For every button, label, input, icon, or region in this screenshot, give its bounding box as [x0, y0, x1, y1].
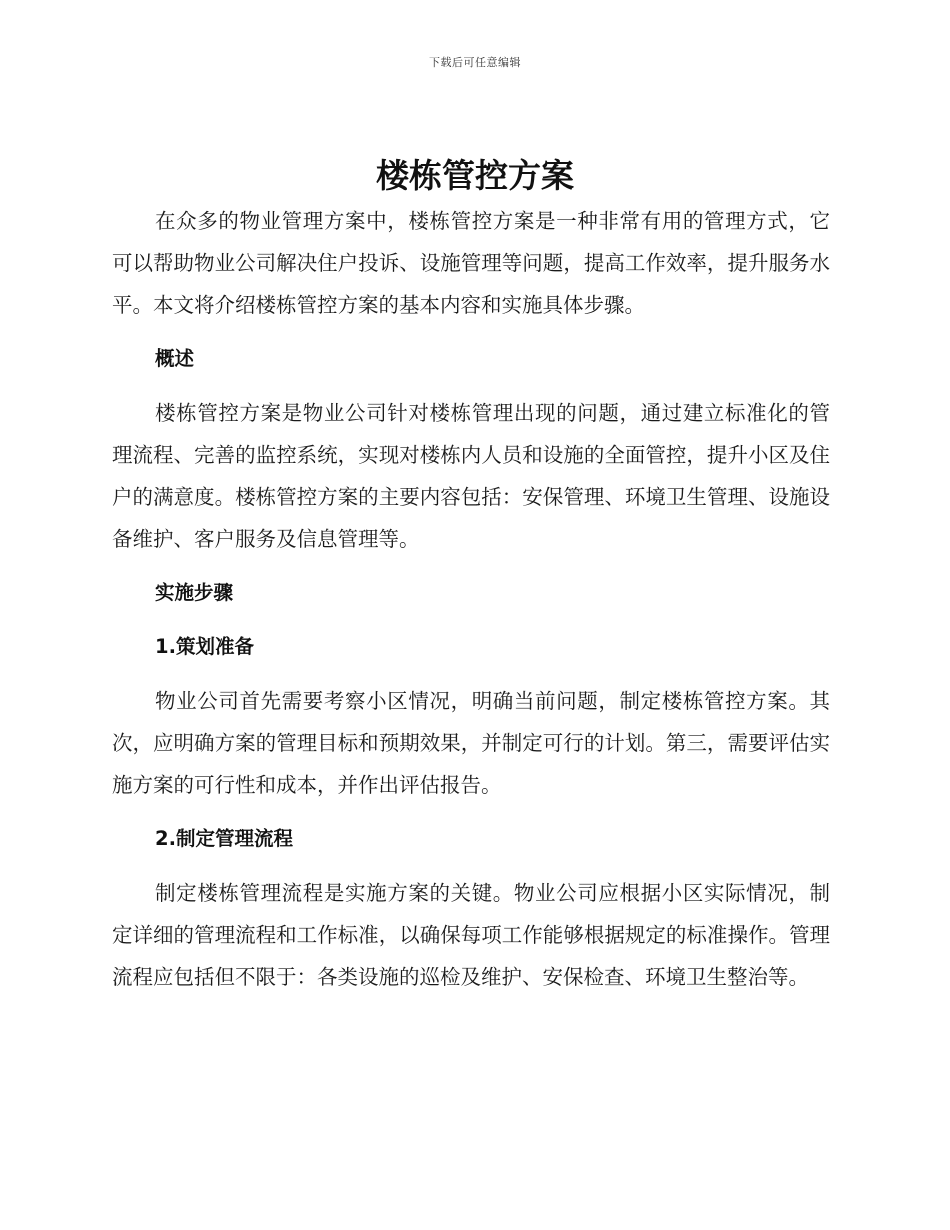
step-paragraph-process: 制定楼栋管理流程是实施方案的关键。物业公司应根据小区实际情况，制定详细的管理流程和工作标准，以确保每项工作能够根据规定的标准操作。管理流程应包括但不限于：各类设施的巡检及维护、安保检查、环境卫生整治等。	[112, 881, 830, 989]
document-body	[112, 200, 830, 998]
section-heading-steps: 实施步骤	[155, 581, 234, 604]
intro-paragraph: 在众多的物业管理方案中，楼栋管控方案是一种非常有用的管理方式，它可以帮助物业公司解决住户投诉、设施管理等问题，提高工作效率，提升服务水平。本文将介绍楼栋管控方案的基本内容和实施具体步骤。	[112, 209, 830, 317]
section-heading-overview: 概述	[155, 347, 195, 370]
header-note: 下载后可任意编辑	[429, 56, 521, 69]
document-title: 楼栋管控方案	[376, 156, 574, 195]
step-paragraph-planning: 物业公司首先需要考察小区情况，明确当前问题，制定楼栋管控方案。其次，应明确方案的管理目标和预期效果，并制定可行的计划。第三，需要评估实施方案的可行性和成本，并作出评估报告。	[112, 689, 830, 797]
overview-paragraph: 楼栋管控方案是物业公司针对楼栋管理出现的问题，通过建立标准化的管理流程、完善的监控系统，实现对楼栋内人员和设施的全面管控，提升小区及住户的满意度。楼栋管控方案的主要内容包括：安保管理、环境卫生管理、设施设备维护、客户服务及信息管理等。	[112, 401, 830, 551]
step-heading-planning: 1.策划准备	[155, 635, 254, 658]
step-heading-process: 2.制定管理流程	[155, 827, 293, 850]
